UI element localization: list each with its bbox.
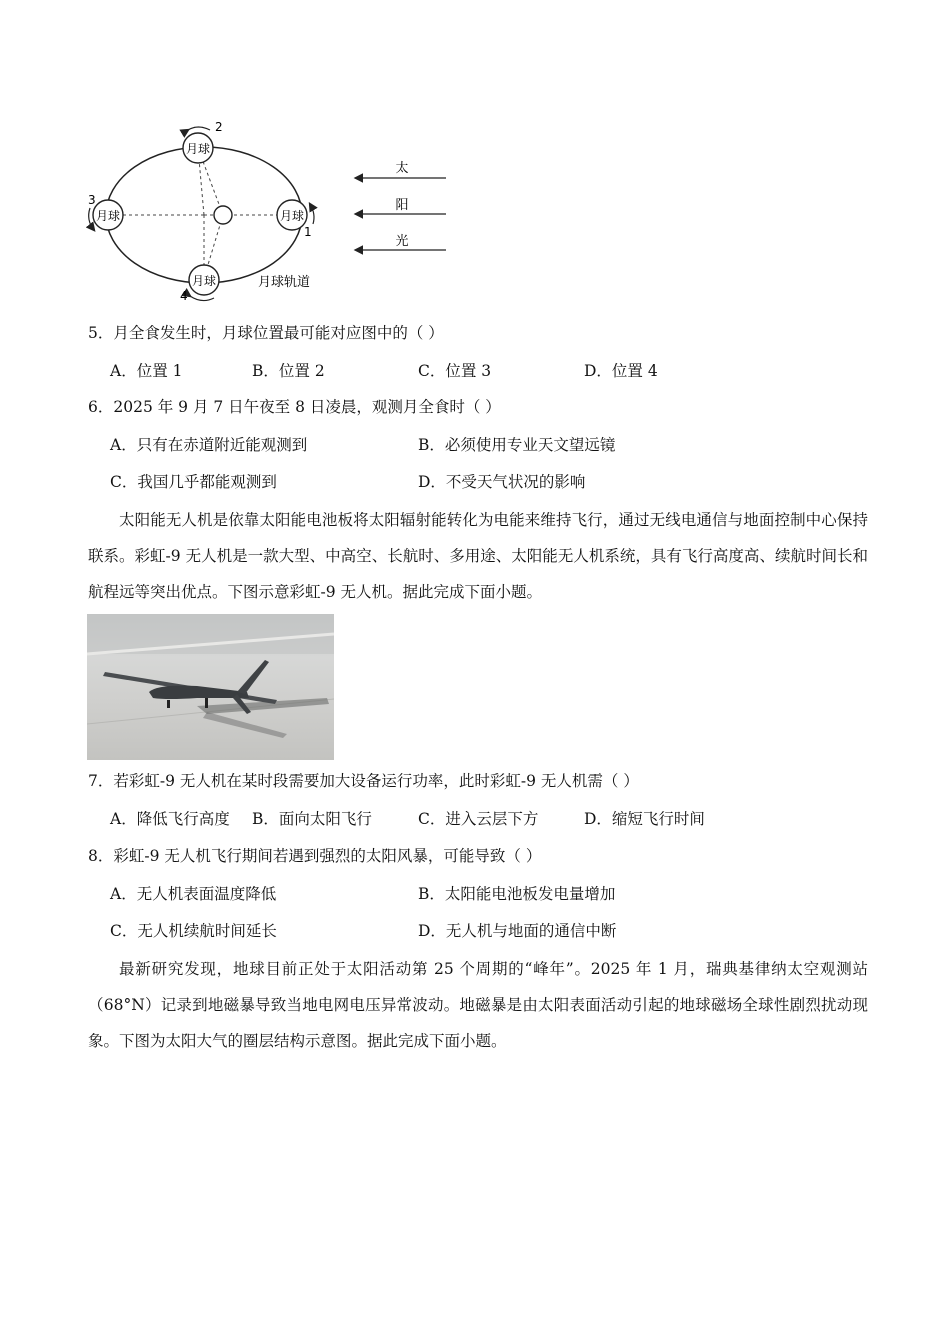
q5-option-d: D．位置 4 bbox=[584, 362, 658, 380]
moon-position-4 bbox=[180, 265, 219, 303]
passage-geomagnetic-storm: 最新研究发现，地球目前正处于太阳活动第 25 个周期的“峰年”。2025 年 1 月，瑞典基律纳太空观测站（68°N）记录到地磁暴导致当地电网电压异常波动。地磁暴是由太阳表面活动引起的地球磁场全球性剧烈扰动现象。下图为太阳大气的圈层结构示意图。据此完成下面小题。 bbox=[88, 960, 868, 1050]
q8-stem: 8．彩虹-9 无人机飞行期间若遇到强烈的太阳风暴，可能导致（ ） bbox=[88, 847, 542, 865]
q5-option-a: A．位置 1 bbox=[110, 362, 183, 380]
q8-option-a: A．无人机表面温度降低 bbox=[110, 885, 277, 903]
position-number: 2 bbox=[215, 120, 223, 134]
q5-option-b: B．位置 2 bbox=[252, 362, 325, 380]
position-number: 1 bbox=[304, 225, 312, 239]
q6-stem: 6．2025 年 9 月 7 日午夜至 8 日凌晨，观测月全食时（ ） bbox=[88, 398, 501, 416]
moon-label: 月球 bbox=[279, 209, 305, 223]
moon-position-3 bbox=[88, 193, 123, 230]
passage-drone: 太阳能无人机是依靠太阳能电池板将太阳辐射能转化为电能来维持飞行，通过无线电通信与地面控制中心保持联系。彩虹-9 无人机是一款大型、中高空、长航时、多用途、太阳能无人机系统，具有飞行高度高、续航时间长和航程远等突出优点。下图示意彩虹-9 无人机。据此完成下面小题。 bbox=[88, 511, 868, 601]
orbit-label: 月球轨道 bbox=[258, 275, 311, 290]
q7-option-a: A．降低飞行高度 bbox=[110, 810, 230, 828]
q6-option-b: B．必须使用专业天文望远镜 bbox=[418, 436, 616, 454]
q6-option-a: A．只有在赤道附近能观测到 bbox=[110, 436, 308, 454]
q7-stem: 7．若彩虹-9 无人机在某时段需要加大设备运行功率，此时彩虹-9 无人机需（ ） bbox=[88, 772, 639, 790]
q5-stem: 5．月全食发生时，月球位置最可能对应图中的（ ） bbox=[88, 324, 444, 342]
q7-option-c: C．进入云层下方 bbox=[418, 810, 539, 828]
drone-illustration bbox=[87, 614, 334, 760]
moon-position-1 bbox=[277, 200, 314, 239]
sunlight-char: 太 bbox=[395, 161, 409, 176]
moon-orbit-diagram bbox=[80, 118, 460, 308]
moon-label: 月球 bbox=[191, 274, 217, 288]
q6-option-c: C．我国几乎都能观测到 bbox=[110, 473, 277, 491]
sunlight-char: 阳 bbox=[395, 198, 409, 213]
position-number: 4 bbox=[180, 289, 188, 303]
q7-option-d: D．缩短飞行时间 bbox=[584, 810, 705, 828]
q8-option-b: B．太阳能电池板发电量增加 bbox=[418, 885, 616, 903]
sunlight-char: 光 bbox=[395, 234, 409, 249]
moon-label: 月球 bbox=[95, 209, 121, 223]
q8-option-d: D．无人机与地面的通信中断 bbox=[418, 922, 617, 940]
earth bbox=[214, 206, 232, 224]
sunlight-arrows bbox=[356, 160, 446, 250]
position-number: 3 bbox=[88, 193, 96, 207]
q8-option-c: C．无人机续航时间延长 bbox=[110, 922, 277, 940]
moon-position-2 bbox=[183, 120, 223, 163]
drone-photo bbox=[87, 614, 334, 760]
q7-option-b: B．面向太阳飞行 bbox=[252, 810, 372, 828]
moon-label: 月球 bbox=[185, 142, 211, 156]
q5-option-c: C．位置 3 bbox=[418, 362, 492, 380]
q6-option-d: D．不受天气状况的影响 bbox=[418, 473, 586, 491]
